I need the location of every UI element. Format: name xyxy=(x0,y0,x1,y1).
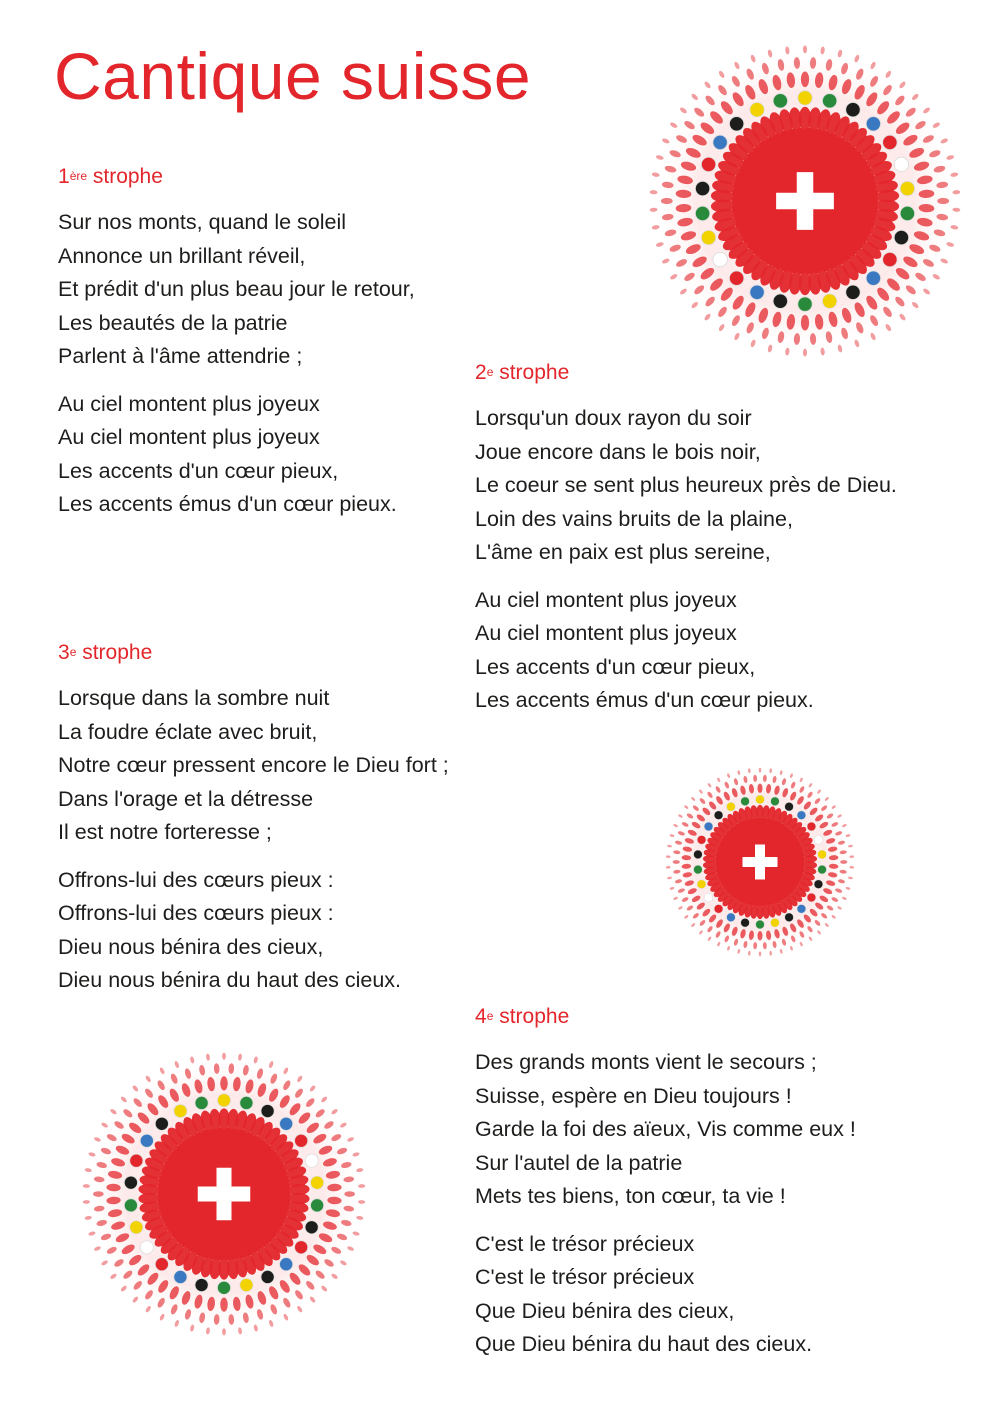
stanza-3 xyxy=(58,640,578,1012)
canton-crest-icon xyxy=(305,1221,318,1234)
ray-drop xyxy=(758,931,763,941)
verse-line: Notre cœur pressent encore le Dieu fort ; xyxy=(58,753,449,777)
canton-crest-icon xyxy=(140,1134,153,1147)
verse-line: C'est le trésor précieux xyxy=(475,1231,695,1256)
canton-crest-icon xyxy=(240,1278,253,1291)
verse-line: Dieu nous bénira des cieux, xyxy=(58,934,324,959)
canton-crest-icon xyxy=(797,904,806,913)
ray-drop xyxy=(759,952,762,957)
canton-crest-icon xyxy=(727,802,736,811)
verse-line: Des grands monts vient le secours ; xyxy=(475,1050,817,1074)
verse-line: Sur l'autel de la patrie xyxy=(475,1150,683,1175)
emblem-graphic xyxy=(640,36,970,366)
verse-line: Au ciel montent plus joyeux xyxy=(475,621,737,645)
ray-drop xyxy=(673,860,680,864)
ray-drop xyxy=(758,784,763,794)
canton-crest-icon xyxy=(741,797,750,806)
canton-crest-icon xyxy=(713,135,727,149)
refrain-block xyxy=(475,1228,995,1362)
canton-crest-icon xyxy=(894,230,908,244)
canton-crest-icon xyxy=(900,206,914,220)
canton-crest-icon xyxy=(311,1199,324,1212)
canton-crest-icon xyxy=(695,206,709,220)
canton-crest-icon xyxy=(130,1221,143,1234)
ray-drop xyxy=(801,315,809,331)
verse-line: Garde la foi des aïeux, Vis comme eux ! xyxy=(475,1117,856,1141)
canton-crest-icon xyxy=(785,802,794,811)
verse-block xyxy=(58,682,578,850)
canton-crest-icon xyxy=(155,1258,168,1271)
canton-crest-icon xyxy=(729,271,743,285)
stanza-heading: 2e strophe xyxy=(475,361,570,384)
canton-crest-icon xyxy=(295,1134,308,1147)
verse-line: Offrons-lui des cœurs pieux : xyxy=(58,901,334,925)
verse-line: Annonce un brillant réveil, xyxy=(58,243,306,268)
canton-crest-icon xyxy=(750,285,764,299)
canton-crest-icon xyxy=(701,157,715,171)
verse-line: Dans l'orage et la détresse xyxy=(58,786,314,811)
verse-line: Dieu nous bénira du haut des cieux. xyxy=(58,968,402,992)
canton-crest-icon xyxy=(822,94,836,108)
canton-crest-icon xyxy=(866,117,880,131)
ray-drop xyxy=(661,198,673,204)
canton-crest-icon xyxy=(695,181,709,195)
canton-crest-icon xyxy=(822,294,836,308)
swiss-emblem-top-right xyxy=(640,36,970,366)
canton-crest-icon xyxy=(261,1270,274,1283)
verse-line: Les accents émus d'un cœur pieux. xyxy=(58,492,397,516)
canton-crest-icon xyxy=(714,904,723,913)
verse-line: Parlent à l'âme attendrie ; xyxy=(58,344,303,368)
canton-crest-icon xyxy=(814,835,823,844)
canton-crest-icon xyxy=(195,1096,208,1109)
verse-line: C'est le trésor précieux xyxy=(475,1265,695,1289)
canton-crest-icon xyxy=(846,285,860,299)
verse-line: La foudre éclate avec bruit, xyxy=(58,719,318,744)
ray-drop xyxy=(937,198,949,204)
ray-drop xyxy=(803,349,807,357)
swiss-emblem-middle-right xyxy=(660,762,860,962)
canton-crest-icon xyxy=(140,1241,153,1254)
ray-drop xyxy=(93,1191,104,1197)
canton-crest-icon xyxy=(704,893,713,902)
canton-crest-icon xyxy=(866,271,880,285)
ray-drop xyxy=(222,1053,226,1060)
canton-crest-icon xyxy=(217,1281,230,1294)
verse-line: Au ciel montent plus joyeux xyxy=(475,587,737,612)
canton-crest-icon xyxy=(295,1241,308,1254)
canton-crest-icon xyxy=(174,1104,187,1117)
canton-crest-icon xyxy=(195,1278,208,1291)
canton-crest-icon xyxy=(807,893,816,902)
canton-crest-icon xyxy=(741,918,750,927)
verse-line: Au ciel montent plus joyeux xyxy=(58,425,320,449)
verse-line: Le coeur se sent plus heureux près de Dieu. xyxy=(475,473,897,497)
verse-line: Et prédit d'un plus beau jour le retour, xyxy=(58,277,415,301)
canton-crest-icon xyxy=(280,1117,293,1130)
canton-crest-icon xyxy=(883,252,897,266)
verse-line: Lorsque dans la sombre nuit xyxy=(58,686,330,710)
stanza-heading: 1ère strophe xyxy=(58,165,163,188)
canton-crest-icon xyxy=(701,230,715,244)
verse-line: Offrons-lui des cœurs pieux : xyxy=(58,867,334,892)
ray-drop xyxy=(344,1191,355,1197)
verse-line: Que Dieu bénira du haut des cieux. xyxy=(475,1332,813,1356)
ray-drop xyxy=(803,45,807,53)
canton-crest-icon xyxy=(155,1117,168,1130)
canton-crest-icon xyxy=(900,181,914,195)
canton-crest-icon xyxy=(694,865,703,874)
emblem-graphic xyxy=(74,1044,374,1344)
stanza-heading: 4e strophe xyxy=(475,1005,570,1028)
canton-crest-icon xyxy=(697,880,706,889)
verse-line: Sur nos monts, quand le soleil xyxy=(58,210,347,234)
ray-drop xyxy=(220,1076,228,1090)
swiss-emblem-bottom-left xyxy=(74,1044,374,1344)
canton-crest-icon xyxy=(727,913,736,922)
stanza-heading: 3e strophe xyxy=(58,641,153,664)
canton-crest-icon xyxy=(771,797,780,806)
emblem-graphic xyxy=(660,762,860,962)
verse-line: Il est notre forteresse ; xyxy=(58,820,272,844)
canton-crest-icon xyxy=(883,135,897,149)
canton-crest-icon xyxy=(217,1094,230,1107)
verse-block xyxy=(475,1046,995,1214)
refrain-block xyxy=(58,864,578,998)
verse-line: Que Dieu bénira des cieux, xyxy=(475,1298,735,1323)
canton-crest-icon xyxy=(694,850,703,859)
canton-crest-icon xyxy=(240,1096,253,1109)
canton-crest-icon xyxy=(807,822,816,831)
canton-crest-icon xyxy=(771,918,780,927)
canton-crest-icon xyxy=(750,103,764,117)
verse-line: L'âme en paix est plus sereine, xyxy=(475,540,771,564)
verse-line: Loin des vains bruits de la plaine, xyxy=(475,506,793,531)
ray-drop xyxy=(220,1298,228,1312)
stanza-4 xyxy=(475,1004,995,1376)
canton-crest-icon xyxy=(311,1176,324,1189)
canton-crest-icon xyxy=(697,835,706,844)
canton-crest-icon xyxy=(814,880,823,889)
verse-line: Les accents émus d'un cœur pieux. xyxy=(475,688,814,712)
canton-crest-icon xyxy=(756,920,765,929)
canton-crest-icon xyxy=(756,795,765,804)
canton-crest-icon xyxy=(773,294,787,308)
canton-crest-icon xyxy=(130,1154,143,1167)
canton-crest-icon xyxy=(729,117,743,131)
canton-crest-icon xyxy=(798,91,812,105)
ray-drop xyxy=(840,860,847,864)
canton-crest-icon xyxy=(124,1199,137,1212)
canton-crest-icon xyxy=(124,1176,137,1189)
verse-block xyxy=(475,402,995,570)
canton-crest-icon xyxy=(704,822,713,831)
verse-line: Mets tes biens, ton cœur, ta vie ! xyxy=(475,1184,786,1208)
canton-crest-icon xyxy=(846,103,860,117)
canton-crest-icon xyxy=(261,1104,274,1117)
verse-line: Joue encore dans le bois noir, xyxy=(475,439,761,464)
canton-crest-icon xyxy=(798,297,812,311)
canton-crest-icon xyxy=(818,865,827,874)
canton-crest-icon xyxy=(818,850,827,859)
canton-crest-icon xyxy=(174,1270,187,1283)
ray-drop xyxy=(222,1328,226,1335)
verse-line: Suisse, espère en Dieu toujours ! xyxy=(475,1083,792,1108)
verse-line: Les accents d'un cœur pieux, xyxy=(475,654,756,679)
verse-line: Lorsqu'un doux rayon du soir xyxy=(475,406,752,430)
verse-line: Au ciel montent plus joyeux xyxy=(58,391,320,416)
canton-crest-icon xyxy=(773,94,787,108)
canton-crest-icon xyxy=(714,811,723,820)
canton-crest-icon xyxy=(280,1258,293,1271)
page-title: Cantique suisse xyxy=(54,39,532,113)
canton-crest-icon xyxy=(713,252,727,266)
canton-crest-icon xyxy=(797,811,806,820)
canton-crest-icon xyxy=(305,1154,318,1167)
canton-crest-icon xyxy=(785,913,794,922)
verse-line: Les accents d'un cœur pieux, xyxy=(58,458,339,483)
ray-drop xyxy=(801,71,809,87)
verse-line: Les beautés de la patrie xyxy=(58,310,288,335)
verse-block xyxy=(58,206,578,374)
canton-crest-icon xyxy=(894,157,908,171)
ray-drop xyxy=(759,768,762,773)
